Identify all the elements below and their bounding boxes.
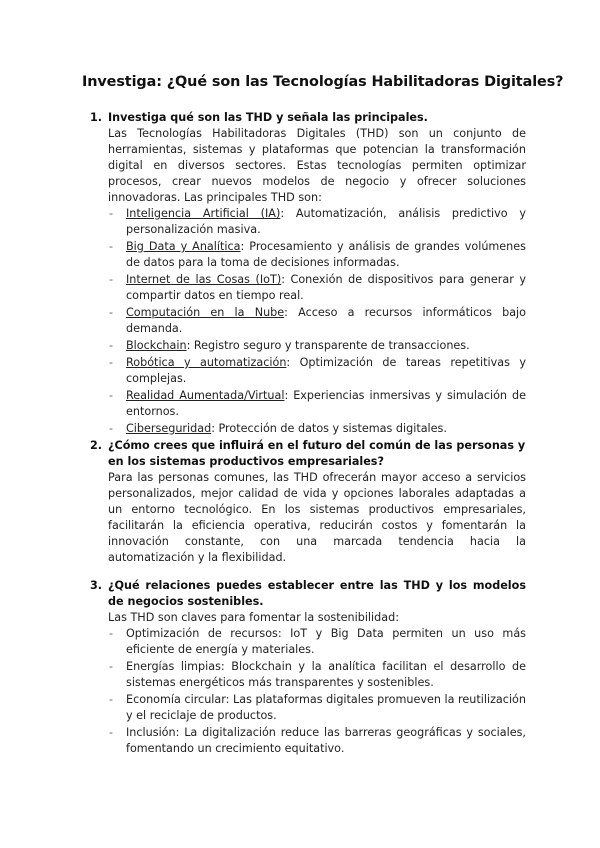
list-item (126, 421, 526, 437)
section-1-heading (90, 110, 526, 126)
list-item: - Optimización de recursos: IoT y Big Data permiten un uso más eficiente de energía y materiales. (126, 626, 526, 658)
section-2-heading (90, 438, 526, 470)
list-item (126, 355, 526, 387)
section-3-heading (90, 578, 526, 610)
section-1 (90, 110, 526, 438)
list-item (126, 206, 526, 238)
section-1-intro: Las Tecnologías Habilitadoras Digitales (THD) son un conjunto de herramientas, sistemas y plataformas que potencian la transformación digital en diversos sectores. Estas tecnologías permiten optimizar procesos, crear nuevos modelos de negocio y ofrecer soluciones innovadoras. Las principales THD son: (108, 127, 526, 204)
list-item-desc: : Optimización de tareas repetitivas y complejas. (126, 356, 526, 385)
list-item-term: Internet de las Cosas (IoT) (126, 273, 282, 286)
list-item-term: Robótica y automatización (126, 356, 287, 369)
list-item-desc: : Procesamiento y análisis de grandes volúmenes de datos para la toma de decisiones informadas. (126, 240, 526, 269)
list-item-desc: : Conexión de dispositivos para generar y compartir datos en tiempo real. (126, 273, 526, 302)
list-item (126, 305, 526, 337)
list-item (126, 388, 526, 420)
list-item-term: Blockchain (126, 339, 187, 352)
section-2 (90, 438, 526, 566)
list-item: - Inclusión: La digitalización reduce las barreras geográficas y sociales, fomentando un crecimiento equitativo. (126, 725, 526, 757)
list-item-term: Ciberseguridad (126, 422, 212, 435)
list-item-desc: : Acceso a recursos informáticos bajo demanda. (126, 306, 527, 335)
section-2-number: 2. (90, 439, 103, 452)
list-item-term: Computación en la Nube (126, 306, 285, 319)
list-item (126, 239, 526, 271)
list-item-term: Realidad Aumentada/Virtual (126, 389, 285, 402)
thd-list (90, 206, 526, 437)
list-item-desc: : Registro seguro y transparente de transacciones. (186, 339, 470, 352)
list-item-desc: : Automatización, análisis predictivo y personalización masiva. (126, 207, 526, 236)
document-title: Investiga: ¿Qué son las Tecnologías Habilitadoras Digitales? (82, 74, 564, 90)
list-item: - Economía circular: Las plataformas digitales promueven la reutilización y el reciclaje de productos. (126, 692, 526, 724)
list-item-term: Inteligencia Artificial (IA) (126, 207, 281, 220)
section-2-heading-text: ¿Cómo crees que influirá en el futuro del común de las personas y en los sistemas productivos empresariales? (108, 439, 526, 468)
list-item (126, 272, 526, 304)
list-item: - Energías limpias: Blockchain y la analítica facilitan el desarrollo de sistemas energéticos más transparentes y sostenibles. (126, 659, 526, 691)
section-1-number: 1. (90, 111, 103, 124)
section-2-body: Para las personas comunes, las THD ofrecerán mayor acceso a servicios personalizados, mejor calidad de vida y opciones laborales adaptadas a un entorno tecnológico. En los sistemas productivos empresariales, facilitarán la eficiencia operativa, reducirán costos y fomentarán la innovación constante, con una marcada tendencia hacia la automatización y la flexibilidad. (108, 471, 526, 564)
list-item-desc: : Experiencias inmersivas y simulación de entornos. (126, 389, 527, 418)
section-3-number: 3. (90, 579, 103, 592)
list-item (126, 338, 526, 354)
section-3-heading-text: ¿Qué relaciones puedes establecer entre las THD y los modelos de negocios sostenibles. (108, 579, 526, 608)
sustainability-list (90, 626, 526, 757)
list-item-desc: : Protección de datos y sistemas digitales. (211, 422, 447, 435)
section-3-intro: Las THD son claves para fomentar la sostenibilidad: (108, 611, 399, 624)
list-item-term: Big Data y Analítica (126, 240, 241, 253)
section-1-heading-text: Investiga qué son las THD y señala las principales. (108, 111, 428, 124)
section-3 (90, 578, 526, 758)
